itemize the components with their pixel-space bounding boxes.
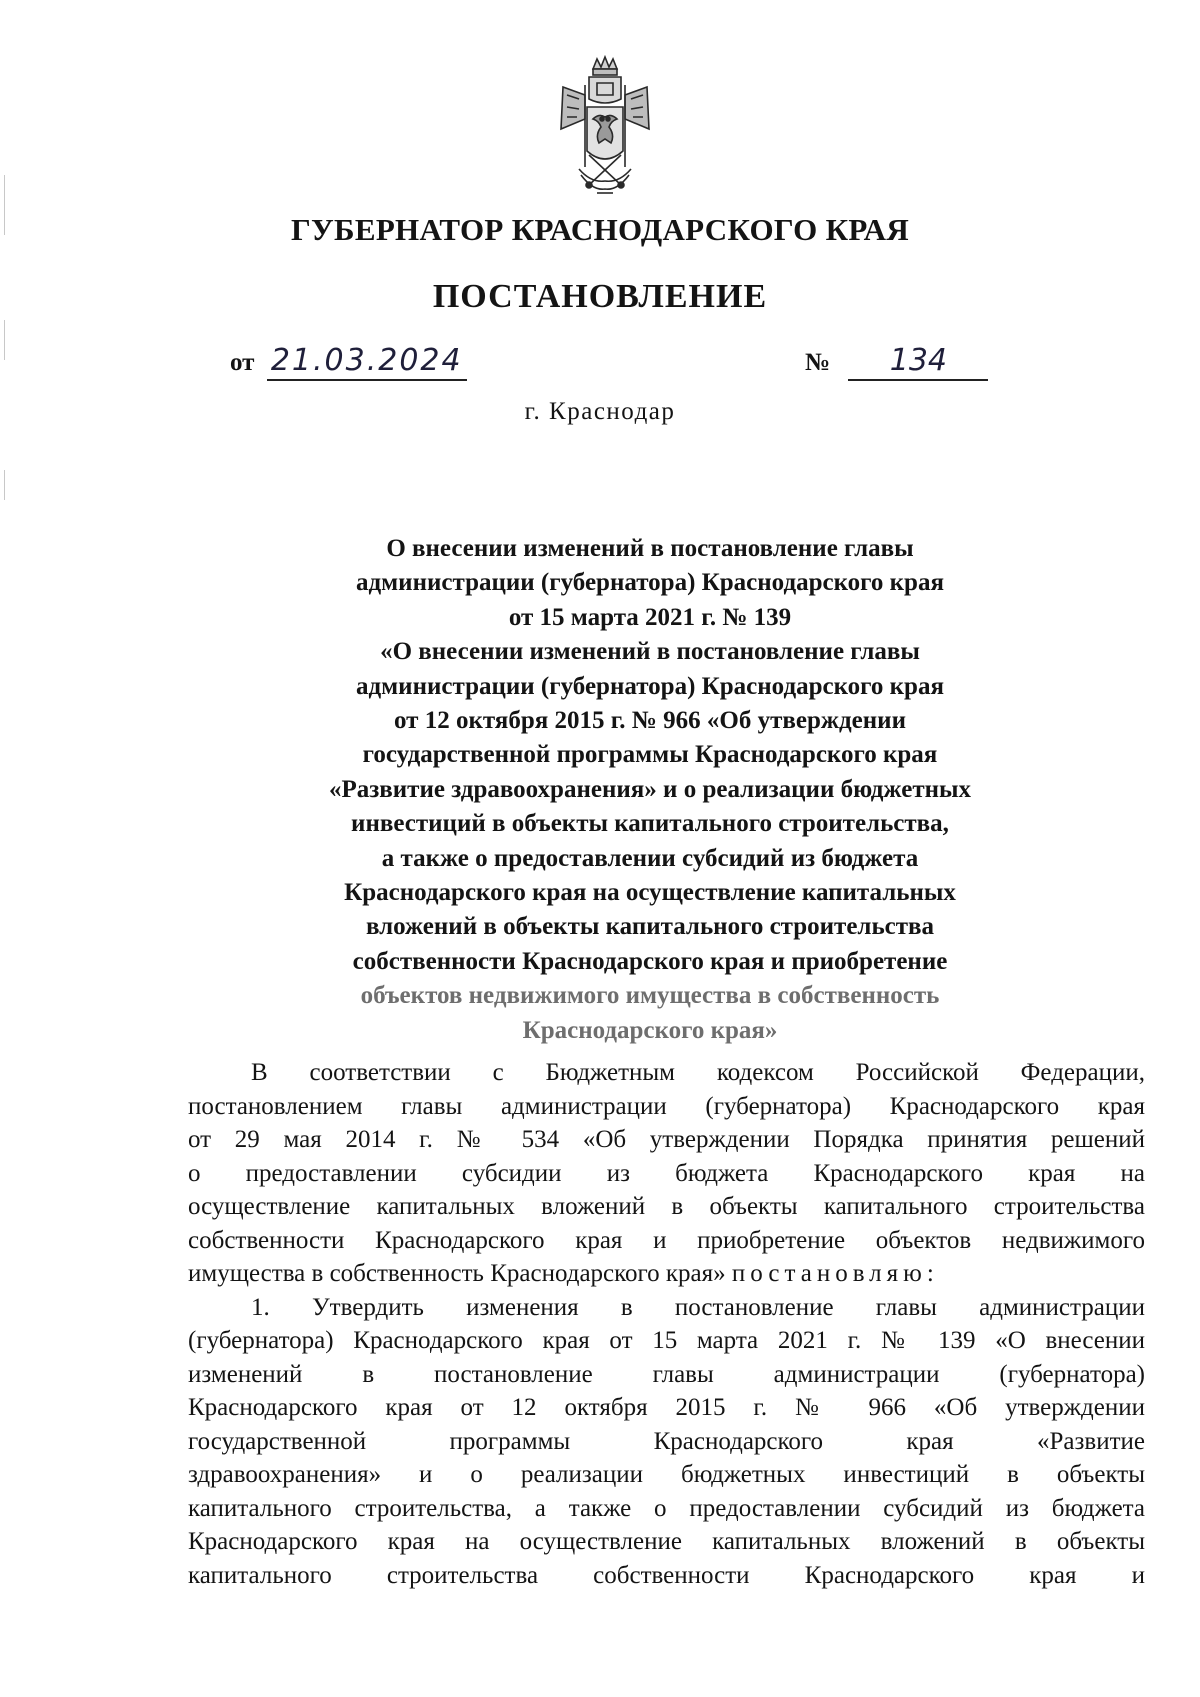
body-line: Краснодарского края от 12 октября 2015 г. № 966 «Об утверждении — [188, 1394, 1145, 1421]
scan-artifact — [4, 470, 5, 500]
number-value: 134 — [848, 345, 988, 381]
body-line: 1. Утвердить изменения в постановление главы администрации — [251, 1293, 1145, 1321]
body-line: постановлением главы администрации (губернатора) Краснодарского края — [188, 1092, 1145, 1120]
subject-line: от 12 октября 2015 г. № 966 «Об утверждении — [394, 707, 906, 735]
subject-line: от 15 марта 2021 г. № 139 — [508, 603, 792, 631]
document-type: ПОСТАНОВЛЕНИЕ — [432, 278, 768, 315]
subject-line: О внесении изменений в постановление главы — [386, 535, 914, 562]
subject-line: собственности Краснодарского края и приобретение — [352, 947, 948, 975]
body-line: В соответствии с Бюджетным кодексом Российской Федерации, — [251, 1059, 1145, 1086]
issuer-title: ГУБЕРНАТОР КРАСНОДАРСКОГО КРАЯ — [290, 212, 910, 247]
subject-line: администрации (губернатора) Краснодарского края — [356, 569, 944, 597]
body-line: капитального строительства собственности Краснодарского края и — [188, 1561, 1145, 1589]
scan-artifact — [4, 320, 5, 360]
body-line — [188, 1257, 1145, 1291]
subject-line: объектов недвижимого имущества в собственность — [360, 982, 940, 1010]
subject-line: Краснодарского края на осуществление капитальных — [344, 879, 956, 907]
date-value: 21.03.2024 — [267, 345, 467, 381]
decree-word: постановляю: — [731, 1260, 939, 1287]
subject-line: вложений в объекты капитального строительства — [365, 913, 935, 941]
date-field — [230, 345, 467, 381]
subject-line: государственной программы Краснодарского края — [362, 741, 938, 769]
subject-line: администрации (губернатора) Краснодарского края — [356, 672, 944, 700]
body-line: капитального строительства, а также о предоставлении субсидий из бюджета — [188, 1494, 1145, 1522]
subject-line: инвестиций в объекты капитального строительства, — [351, 810, 949, 838]
subject-line: «Развитие здравоохранения» и о реализации бюджетных — [328, 775, 972, 803]
body-line: осуществление капитальных вложений в объекты капитального строительства — [188, 1193, 1145, 1220]
subject-line: а также о предоставлении субсидий из бюджета — [381, 844, 919, 872]
body-line: здравоохранения» и о реализации бюджетных инвестиций в объекты — [188, 1461, 1145, 1488]
date-prefix: от — [230, 349, 255, 376]
number-prefix: № — [805, 349, 831, 376]
subject-line: Краснодарского края» — [522, 1016, 778, 1044]
city: г. Краснодар — [524, 398, 676, 425]
document-body — [188, 1056, 1145, 1592]
document-subject — [250, 532, 1050, 1048]
number-field — [805, 345, 988, 381]
body-line: о предоставлении субсидии из бюджета Краснодарского края на — [188, 1159, 1145, 1187]
coat-of-arms-krasnodar-krai-icon — [545, 55, 665, 205]
body-line: государственной программы Краснодарского края «Развитие — [188, 1427, 1145, 1455]
body-line: Краснодарского края на осуществление капитальных вложений в объекты — [188, 1528, 1145, 1555]
body-line: (губернатора) Краснодарского края от 15 марта 2021 г. № 139 «О внесении — [188, 1327, 1145, 1354]
body-line: от 29 мая 2014 г. № 534 «Об утверждении Порядка принятия решений — [188, 1126, 1145, 1153]
body-line-text: имущества в собственность Краснодарского края» — [188, 1260, 726, 1287]
body-line: изменений в постановление главы администрации (губернатора) — [188, 1360, 1145, 1388]
subject-line: «О внесении изменений в постановление главы — [380, 638, 920, 666]
body-line: собственности Краснодарского края и приобретение объектов недвижимого — [188, 1226, 1145, 1254]
